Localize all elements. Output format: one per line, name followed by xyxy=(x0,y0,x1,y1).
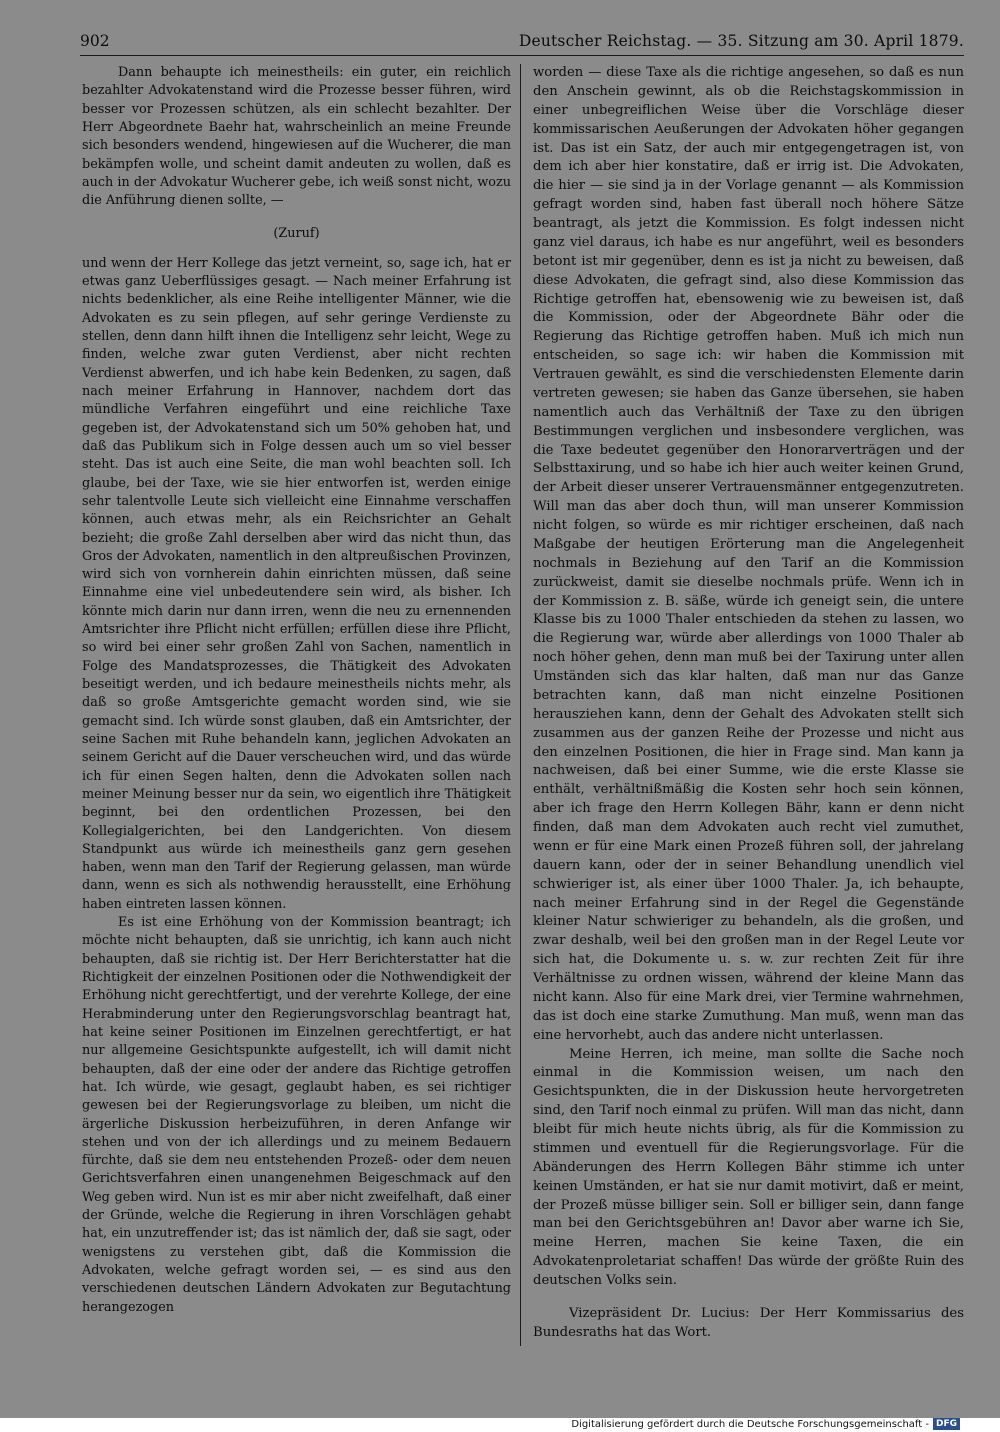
header-rule xyxy=(80,55,964,56)
right-paragraph-2: Meine Herren, ich meine, man sollte die Sache noch einmal in die Kommission weisen, um nach den Gesichtspunkten, die in der Diskussion heute hervorgetreten sind, den Tarif noch einmal zu prüfen. Will man das nicht, dann bleibt für mich heute nichts übrig, als für die Kommission zu stimmen und eventuell für die Regierungsvorlage. Für die Abänderungen des Herrn Kollegen Bähr stimme ich unter keinen Umständen, er hat sie nur damit motivirt, daß er meint, der Prozeß müsse billiger sein. Soll er billiger sein, dann fange man bei den Gerichtsgebühren an! Davor aber warne ich Sie, meine Herren, machen Sie keine Taxen, die ein Advokatenproletariat schaffen! Das würde der größte Ruin des deutschen Volks sein. xyxy=(533,1046,964,1288)
right-column xyxy=(533,64,964,1343)
column-divider xyxy=(520,64,521,1346)
left-paragraph-3: Es ist eine Erhöhung von der Kommission beantragt; ich möchte nicht behaupten, daß sie unrichtig, ich kann auch nicht behaupten, daß sie richtig ist. Der Herr Berichterstatter hat die Richtigkeit der einzelnen Positionen oder die Nothwendigkeit der Erhöhung nicht gerechtfertigt, und der verehrte Kollege, der eine Herabminderung unter den Regierungsvorschlag beantragt hat, hat keine seiner Positionen im Einzelnen gerechtfertigt, er hat nur allgemeine Gesichtspunkte aufgestellt, ich will damit nicht behaupten, daß der eine oder der andere das Richtige getroffen hat. Ich würde, wie gesagt, geglaubt haben, es sei richtiger gewesen bei der Regierungsvorlage zu bleiben, um nicht die ärgerliche Diskussion herbeizuführen, in deren Anfange wir stehen und von der ich allerdings und zu meinem Bedauern fürchte, daß sie dem neu entstehenden Prozeß- oder dem neuen Gerichtsverfahren einen unangenehmen Beigeschmack auf den Weg geben wird. Nun ist es mir aber nicht zweifelhaft, daß einer der Gründe, welche die Regierung in ihren Vorschlägen gehabt hat, ein unzutreffender ist; das ist nämlich der, daß sie sagt, oder wenigstens zu verstehen gibt, daß die Kommission die Advokaten, welche gefragt worden sei, — es sind aus den verschiedenen deutschen Ländern Advokaten zur Begutachtung herangezogen xyxy=(82,915,511,1315)
left-paragraph-2: und wenn der Herr Kollege das jetzt verneint, so, sage ich, hat er etwas ganz Ueberflüssiges gesagt. — Nach meiner Erfahrung ist nichts bedenklicher, als eine Reihe intelligenter Männer, wie die Advokaten es zu sein pflegen, auf sehr geringe Verdienste zu stellen, denn dann hilft ihnen die Intelligenz sehr leicht, Wege zu finden, welche zwar guten Verdienst, aber nicht rechten Verdienst abwerfen, und ich habe kein Bedenken, zu sagen, daß nach meiner Erfahrung in Hannover, nachdem dort das mündliche Verfahren eingeführt und eine reichliche Taxe gegeben ist, der Advokatenstand sich um 50% gehoben hat, und daß das Publikum sich in Folge dessen auch um so viel besser steht. Das ist auch eine Seite, die man wohl beachten soll. Ich glaube, bei der Taxe, wie sie hier entworfen ist, werden einige sehr talentvolle Leute sich vielleicht eine Einnahme verschaffen können, auch etwas mehr, als ein Reichsrichter an Gehalt bezieht; die große Zahl derselben aber wird das nicht thun, das Gros der Advokaten, namentlich in den altpreußischen Provinzen, wird sich von vornherein dahin einrichten müssen, daß seine Einnahme eine viel unbedeutendere sein wird, als bisher. Ich könnte mich darin nur dann irren, wenn die neu zu ernennenden Amtsrichter ihre Pflicht nicht erfüllen; erfüllen diese ihre Pflicht, so wird bei einer sehr großen Zahl von Sachen, namentlich in Folge des Mandatsprozesses, die Thätigkeit des Advokaten beseitigt werden, und ich bedaure meinestheils nichts mehr, als daß so große Amtsgerichte gemacht worden sind, wie sie gemacht sind. Ich würde sonst glauben, daß ein Amtsrichter, der seine Sachen mit Ruhe behandeln kann, jeglichen Advokaten an seinem Gericht auf die Dauer verscheuchen wird, und das würde ich für einen Segen halten, denn die Advokaten sollen nach meiner Meinung besser nur da sein, wo eigentlich ihre Thätigkeit beginnt, bei den ordentlichen Prozessen, bei den Kollegialgerichten, bei den Landgerichten. Von diesem Standpunkt aus würde ich meinestheils ganz gern gesehen haben, wenn man den Tarif der Regierung gelassen, man würde dann, wenn es sich als nothwendig herausstellt, eine Erhöhung haben eintreten lassen können. xyxy=(82,255,511,912)
left-column xyxy=(82,64,511,1317)
interjection: (Zuruf) xyxy=(273,225,320,241)
page-header xyxy=(80,30,964,56)
left-paragraph-1: Dann behaupte ich meinestheils: ein guter, ein reichlich bezahlter Advokatenstand wird die Prozesse besser führen, wird besser vor Prozessen schützen, als ein schlecht bezahlter. Der Herr Abgeordnete Baehr hat, wahrscheinlich an meine Freunde sich besonders wendend, hingewiesen auf die Wucherer, die man bekämpfen wolle, und scheint damit andeuten zu wollen, daß es auch in der Advokatur Wucherer gebe, ich weiß sonst nicht, wozu die Anführung dienen sollte, — xyxy=(82,65,511,209)
page-number: 902 xyxy=(80,32,110,50)
speaker-paragraph: Vizepräsident Dr. Lucius: Der Herr Kommissarius des Bundesraths hat das Wort. xyxy=(533,1305,964,1340)
running-title: Deutscher Reichstag. — 35. Sitzung am 30. April 1879. xyxy=(518,32,964,50)
dfg-logo: DFG xyxy=(933,1418,960,1430)
footer-credit: Digitalisierung gefördert durch die Deutsche Forschungsgemeinschaft - xyxy=(571,1419,929,1430)
right-paragraph-1: worden — diese Taxe als die richtige angesehen, so daß es nun den Anschein gewinnt, als ob die Reichstagskommission in einer unbegreiflichen Weise über die Vorschläge dieser kommissarischen Aeußerungen der Advokaten höher gegangen ist. Das ist ein Satz, der auch mir entgegengetragen ist, von dem ich aber hier konstatire, daß er irrig ist. Die Advokaten, die hier — sie sind ja in der Vorlage genannt — als Kommission gefragt worden sind, haben fast überall noch höhere Sätze beantragt, als jetzt die Kommission. Es folgt indessen nicht ganz viel daraus, ich habe es nur angeführt, weil es besonders betont ist mir gegenüber, denn es ist ja nicht zu beweisen, daß diese Advokaten, die gefragt sind, also diese Kommission das Richtige getroffen hat, ebensowenig wie zu beweisen ist, daß die Kommission, oder der Abgeordnete Bähr oder die Regierung das Richtige getroffen haben. Muß ich mich nun entscheiden, so sage ich: wir haben die Kommission mit Vertrauen gewählt, es sind die verschiedensten Elemente darin vertreten gewesen; sie haben das Ganze übersehen, sie haben namentlich auch das Verhältniß der Taxe zu den übrigen Bestimmungen verglichen und insbesondere verglichen, was die Taxe bedeutet gegenüber den Honorarverträgen und der Selbsttaxirung, und so habe ich hier auch weiter keinen Grund, der Arbeit dieser unserer Vertrauensmänner entgegenzutreten. Will man das aber doch thun, will man unserer Kommission nicht folgen, so würde es mir richtiger erscheinen, daß nach Maßgabe der heutigen Erörterung man die Angelegenheit nochmals in Beziehung auf den Tarif an die Kommission zurückweist, damit sie dieselbe nochmals prüfe. Wenn ich in der Kommission z. B. säße, würde ich geneigt sein, die untere Klasse bis zu 1000 Thaler entschieden da stehen zu lassen, wo die Regierung war, würde aber allerdings von 1000 Thaler ab noch höher gehen, denn man muß bei der Taxirung unter allen Umständen sich das klar halten, daß man nur das Ganze betrachten kann, daß man nicht einzelne Positionen herausziehen kann, denn der Gehalt des Advokaten stellt sich zusammen aus der ganzen Reihe der Prozesse und nicht aus den einzelnen Positionen, die hier in Frage sind. Man kann ja nachweisen, daß bei einer Summe, wie die erste Klasse sie enthält, verhältnißmäßig die Kosten sehr hoch sein können, aber ich frage den Herrn Kollegen Bähr, kann er denn nicht finden, daß man dem Advokaten auch recht viel zumuthet, wenn er für eine Mark einen Prozeß führen soll, der jahrelang dauern kann, oder der in seiner Behandlung unendlich viel schwieriger ist, als einer über 1000 Thaler. Ja, ich behaupte, nach meiner Erfahrung sind in der Regel die Gegenstände kleiner Natur schwieriger zu behandeln, als die großen, und zwar deshalb, weil bei den großen man in der Regel Leute vor sich hat, die Dokumente u. s. w. zur rechten Zeit für ihre Verhältnisse zu ordnen wissen, während der kleine Mann das nicht kann. Also für eine Mark drei, vier Termine wahrnehmen, das ist doch eine starke Zumuthung. Man muß, wenn man das eine hervorhebt, auch das andere nicht unterlassen. xyxy=(533,65,964,1043)
footer xyxy=(571,1418,960,1432)
